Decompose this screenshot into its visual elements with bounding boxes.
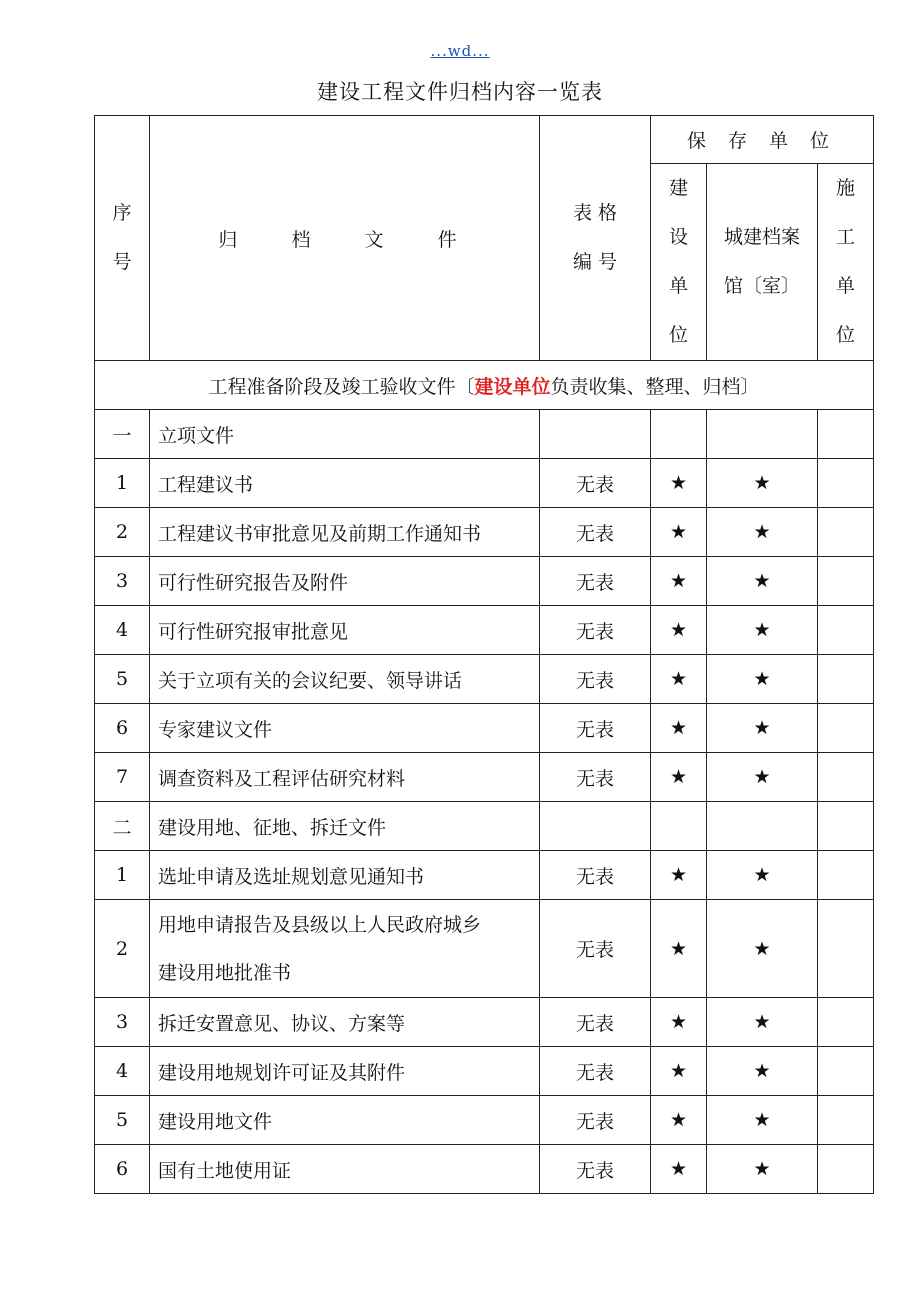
- star-icon-construction: [818, 606, 874, 655]
- star-icon-archive: [707, 410, 818, 459]
- table-row: [95, 851, 874, 900]
- section-row: [95, 410, 874, 459]
- star-icon-archive: ★: [707, 753, 818, 802]
- star-icon-build-unit: ★: [651, 1145, 707, 1194]
- star-icon-construction: [818, 1047, 874, 1096]
- table-row: [95, 606, 874, 655]
- star-icon-archive: ★: [707, 655, 818, 704]
- star-icon-construction: [818, 900, 874, 998]
- row-form-no: 无表: [540, 459, 651, 508]
- table-row: [95, 508, 874, 557]
- star-icon-build-unit: ★: [651, 557, 707, 606]
- table-row: [95, 900, 874, 998]
- row-form-no: 无表: [540, 508, 651, 557]
- table-row: [95, 1145, 874, 1194]
- star-icon-construction: [818, 1096, 874, 1145]
- row-form-no: [540, 410, 651, 459]
- row-doc-name: 专家建议文件: [150, 704, 540, 753]
- star-icon-build-unit: ★: [651, 606, 707, 655]
- phase-row: [95, 361, 874, 410]
- row-doc-name: 立项文件: [150, 410, 540, 459]
- table-row: [95, 557, 874, 606]
- header-link[interactable]: ...wd...: [430, 42, 490, 60]
- row-form-no: 无表: [540, 1047, 651, 1096]
- row-doc-name: 关于立项有关的会议纪要、领导讲话: [150, 655, 540, 704]
- star-icon-construction: [818, 753, 874, 802]
- row-number: 2: [95, 508, 150, 557]
- archive-table: [94, 115, 874, 1194]
- header-save-unit: 保 存 单 位: [651, 116, 874, 164]
- row-form-no: 无表: [540, 1096, 651, 1145]
- star-icon-archive: ★: [707, 704, 818, 753]
- row-doc-name: 可行性研究报审批意见: [150, 606, 540, 655]
- star-icon-construction: [818, 557, 874, 606]
- star-icon-archive: ★: [707, 606, 818, 655]
- row-doc-name: 可行性研究报告及附件: [150, 557, 540, 606]
- header-construction-unit: 施 工 单 位: [818, 164, 874, 361]
- table-row: [95, 1096, 874, 1145]
- star-icon-archive: ★: [707, 1047, 818, 1096]
- star-icon-archive: ★: [707, 900, 818, 998]
- row-form-no: 无表: [540, 753, 651, 802]
- star-icon-construction: [818, 998, 874, 1047]
- row-number: 5: [95, 1096, 150, 1145]
- row-number: 二: [95, 802, 150, 851]
- star-icon-construction: [818, 508, 874, 557]
- row-number: 7: [95, 753, 150, 802]
- star-icon-construction: [818, 459, 874, 508]
- star-icon-archive: ★: [707, 998, 818, 1047]
- row-form-no: 无表: [540, 900, 651, 998]
- table-row: [95, 459, 874, 508]
- row-form-no: [540, 802, 651, 851]
- star-icon-build-unit: ★: [651, 1047, 707, 1096]
- phase-highlight: 建设单位: [474, 375, 551, 398]
- star-icon-build-unit: [651, 802, 707, 851]
- header-row-top: [95, 116, 874, 164]
- row-number: 5: [95, 655, 150, 704]
- star-icon-construction: [818, 1145, 874, 1194]
- row-form-no: 无表: [540, 998, 651, 1047]
- row-number: 6: [95, 704, 150, 753]
- row-doc-name: 国有土地使用证: [150, 1145, 540, 1194]
- star-icon-archive: ★: [707, 1145, 818, 1194]
- table-row: [95, 655, 874, 704]
- star-icon-construction: [818, 851, 874, 900]
- row-number: 一: [95, 410, 150, 459]
- star-icon-build-unit: ★: [651, 655, 707, 704]
- row-form-no: 无表: [540, 851, 651, 900]
- table-row: [95, 1047, 874, 1096]
- star-icon-build-unit: ★: [651, 1096, 707, 1145]
- star-icon-construction: [818, 802, 874, 851]
- row-doc-name: 建设用地、征地、拆迁文件: [150, 802, 540, 851]
- row-number: 4: [95, 606, 150, 655]
- row-form-no: 无表: [540, 557, 651, 606]
- star-icon-archive: [707, 802, 818, 851]
- header-build-unit: 建 设 单 位: [651, 164, 707, 361]
- star-icon-build-unit: ★: [651, 998, 707, 1047]
- row-doc-name: 拆迁安置意见、协议、方案等: [150, 998, 540, 1047]
- row-number: 3: [95, 557, 150, 606]
- header-form-no: 表 格 编 号: [540, 116, 651, 361]
- row-doc-name: 建设用地规划许可证及其附件: [150, 1047, 540, 1096]
- section-row: [95, 802, 874, 851]
- star-icon-construction: [818, 655, 874, 704]
- row-number: 1: [95, 459, 150, 508]
- star-icon-archive: ★: [707, 557, 818, 606]
- row-form-no: 无表: [540, 704, 651, 753]
- row-number: 4: [95, 1047, 150, 1096]
- row-form-no: 无表: [540, 1145, 651, 1194]
- star-icon-archive: ★: [707, 1096, 818, 1145]
- star-icon-build-unit: ★: [651, 753, 707, 802]
- row-form-no: 无表: [540, 606, 651, 655]
- header-seq: 序 号: [95, 116, 150, 361]
- row-doc-name: 工程建议书审批意见及前期工作通知书: [150, 508, 540, 557]
- row-doc-name: 调查资料及工程评估研究材料: [150, 753, 540, 802]
- row-number: 3: [95, 998, 150, 1047]
- table-row: [95, 704, 874, 753]
- star-icon-build-unit: ★: [651, 851, 707, 900]
- table-row: [95, 753, 874, 802]
- row-number: 2: [95, 900, 150, 998]
- star-icon-build-unit: ★: [651, 459, 707, 508]
- table-row: [95, 998, 874, 1047]
- row-doc-name-line: 建设用地批准书: [158, 961, 292, 984]
- star-icon-archive: ★: [707, 508, 818, 557]
- star-icon-build-unit: ★: [651, 704, 707, 753]
- star-icon-archive: ★: [707, 851, 818, 900]
- row-number: 6: [95, 1145, 150, 1194]
- star-icon-build-unit: ★: [651, 508, 707, 557]
- row-number: 1: [95, 851, 150, 900]
- header-archive-hall: 城建档案 馆〔室〕: [707, 164, 818, 361]
- phase-title: 工程准备阶段及竣工验收文件〔建设单位负责收集、整理、归档〕: [95, 361, 874, 410]
- document-title: 建设工程文件归档内容一览表: [317, 80, 603, 104]
- star-icon-archive: ★: [707, 459, 818, 508]
- star-icon-construction: [818, 704, 874, 753]
- row-form-no: 无表: [540, 655, 651, 704]
- row-doc-name: 建设用地文件: [150, 1096, 540, 1145]
- star-icon-build-unit: [651, 410, 707, 459]
- row-doc-name: 选址申请及选址规划意见通知书: [150, 851, 540, 900]
- row-doc-name-line: 用地申请报告及县级以上人民政府城乡: [158, 913, 482, 936]
- star-icon-construction: [818, 410, 874, 459]
- star-icon-build-unit: ★: [651, 900, 707, 998]
- header-doc: 归 档 文 件: [150, 116, 540, 361]
- row-doc-name: 工程建议书: [150, 459, 540, 508]
- row-doc-name: [150, 900, 540, 998]
